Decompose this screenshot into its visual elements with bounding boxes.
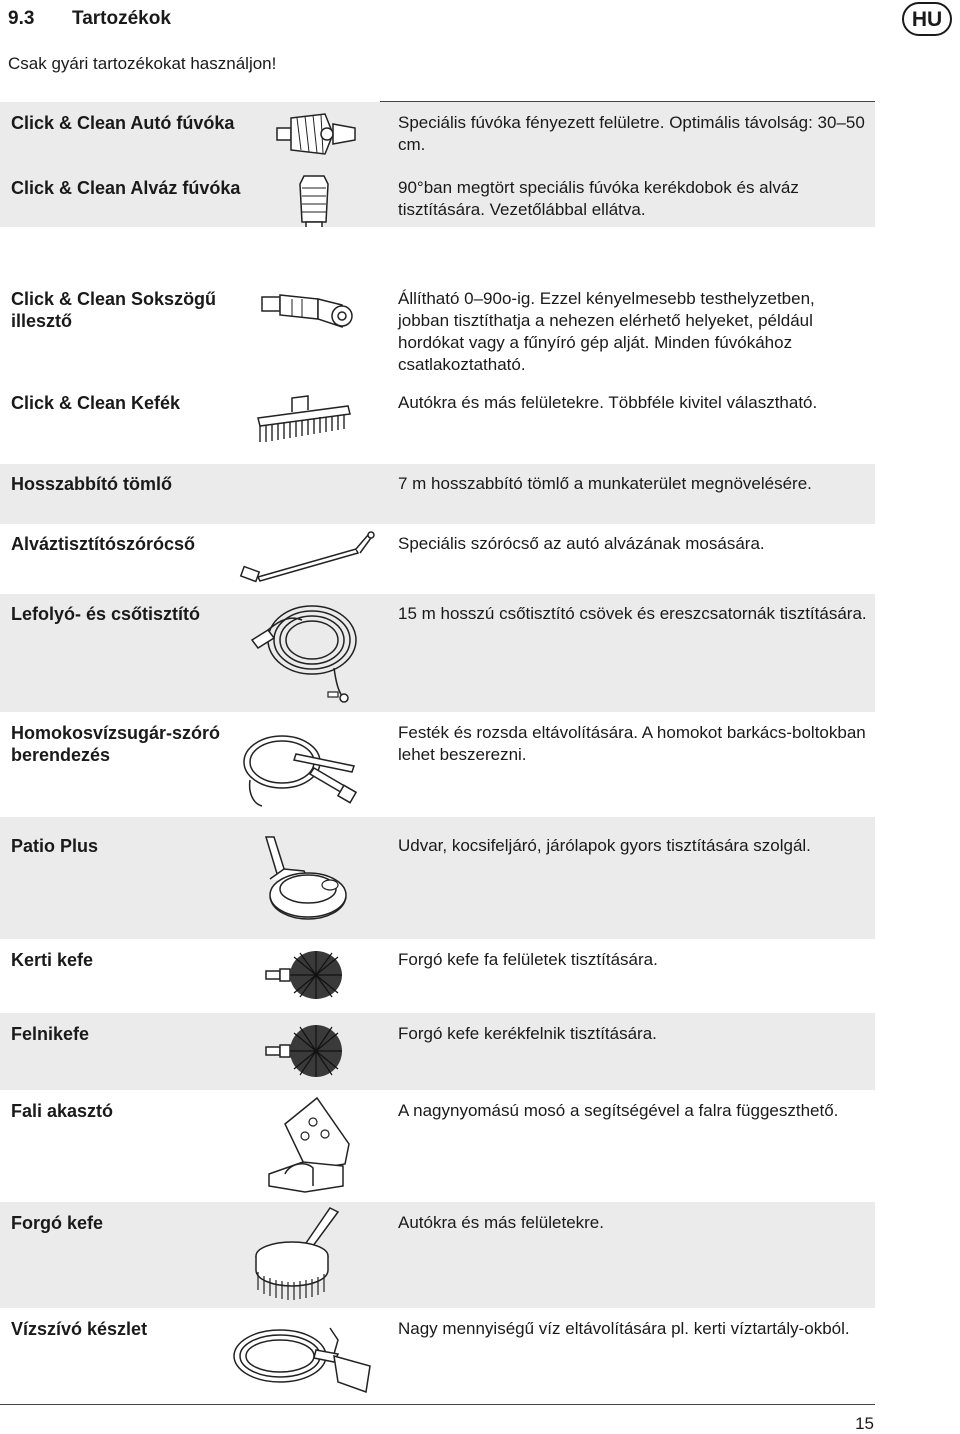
accessory-name: Fali akasztó [11,1101,114,1121]
brush-icon [252,390,356,446]
accessory-name: Click & Clean Alváz fúvóka [11,178,241,198]
accessory-group-nozzles [0,102,875,227]
accessory-group-adapter [0,227,875,452]
page-header [0,0,960,40]
patio-cleaner-icon [260,835,356,925]
accessory-name: Patio Plus [11,836,99,856]
accessory-row [0,1013,875,1090]
intro-text: Csak gyári tartozékokat használjon! [8,54,277,73]
accessory-description: Állítható 0–90o-ig. Ezzel kényelmesebb testhelyzetben, jobban tisztíthatja a nehezen elérhető helyeket, például hordókat vagy a fűnyíró gép alját. Minden fúvókához csatlakoztatható. [398,289,815,374]
accessory-name: Forgó kefe [11,1213,104,1233]
accessory-description: A nagynyomású mosó a segítségével a falra függeszthető. [398,1101,839,1120]
language-badge: HU [902,2,952,36]
accessory-description: Festék és rozsda eltávolítására. A homokot barkács-boltokban lehet beszerezni. [398,723,866,764]
page-number: 15 [855,1414,874,1433]
accessory-description: Speciális szórócső az autó alvázának mosására. [398,534,765,553]
accessory-name: Hosszabbító tömlő [11,474,172,494]
accessory-description: 15 m hosszú csőtisztító csövek és ereszcsatornák tisztítására. [398,604,867,623]
accessory-description: Udvar, kocsifeljáró, járólapok gyors tisztítására szolgál. [398,836,811,855]
accessory-name: Lefolyó- és csőtisztító [11,604,201,624]
suction-kit-icon [230,1320,380,1400]
garden-brush-icon [264,947,348,1007]
accessory-name: Click & Clean Kefék [11,393,181,413]
section-number: 9.3 [8,8,35,29]
accessory-name: Felnikefe [11,1024,90,1044]
accessory-row [0,817,875,939]
section-title: Tartozékok [72,8,171,29]
accessory-name: Click & Clean Autó fúvóka [11,113,235,133]
accessory-row [0,594,875,712]
accessory-description: 7 m hosszabbító tömlő a munkaterület megnövelésére. [398,474,812,493]
accessory-row [0,524,875,594]
underbody-lance-icon [238,529,378,585]
accessory-description: Speciális fúvóka fényezett felületre. Optimális távolság: 30–50 cm. [398,113,865,154]
rim-brush-icon [264,1021,348,1085]
accessory-row [0,1202,875,1308]
accessory-description: Nagy mennyiségű víz eltávolítására pl. kerti víztartály-okból. [398,1319,850,1338]
accessory-name: Kerti kefe [11,950,94,970]
rotary-brush-icon [250,1206,360,1306]
accessory-description: Forgó kefe kerékfelnik tisztítására. [398,1024,657,1043]
accessory-row [0,712,875,817]
accessory-name: Alváztisztítószórócső [11,534,196,554]
divider [0,1404,875,1405]
sandblaster-icon [236,724,366,810]
accessory-description: Autókra és más felületekre. [398,1213,604,1232]
accessory-description: Autókra és más felületekre. Többféle kivitel választható. [398,393,818,412]
accessory-row [0,939,875,1013]
car-nozzle-icon [275,110,365,158]
accessory-name: Vízszívó készlet [11,1319,148,1339]
accessory-description: 90°ban megtört speciális fúvóka kerékdobok és alváz tisztítására. Vezetőlábbal ellátva. [398,178,799,219]
accessory-row [0,1090,875,1202]
accessory-name: Click & Clean Sokszögű illesztő [11,289,217,331]
angle-adapter-icon [258,287,354,333]
pipe-cleaner-hose-icon [242,598,362,708]
wall-bracket-icon [265,1094,355,1196]
accessory-row [0,464,875,524]
accessory-row [0,1308,875,1404]
accessory-description: Forgó kefe fa felületek tisztítására. [398,950,658,969]
accessory-name: Homokosvízsugár-szóró berendezés [11,723,221,765]
